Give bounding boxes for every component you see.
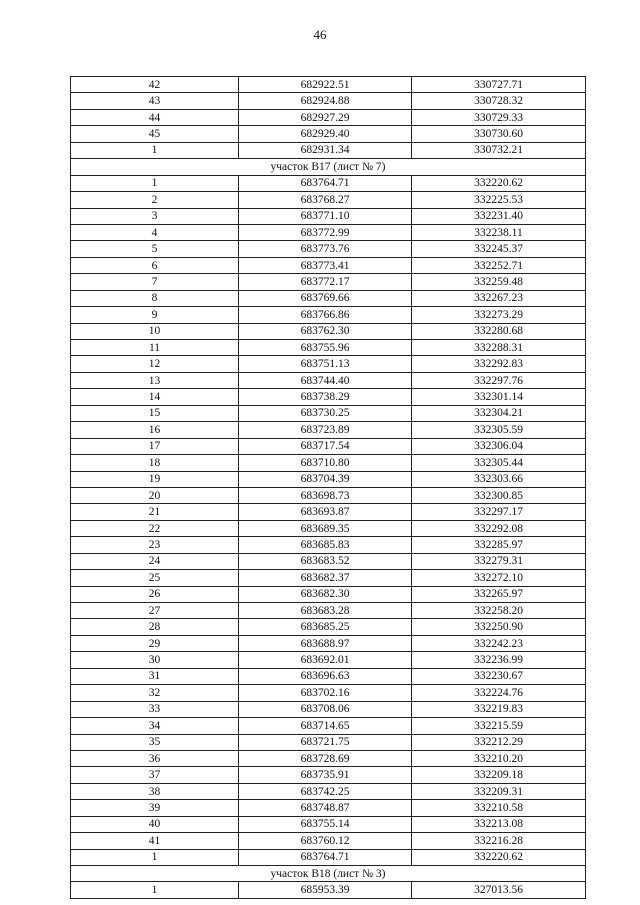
table-row: [71, 849, 586, 865]
y-coordinate-cell: 332305.59: [412, 422, 586, 438]
y-coordinate-cell: 330727.71: [412, 77, 586, 93]
point-number-cell: 22: [71, 520, 239, 536]
table-row: [71, 274, 586, 290]
table-row: [71, 520, 586, 536]
point-number-cell: 2: [71, 192, 239, 208]
table-row: [71, 668, 586, 684]
x-coordinate-cell: 683744.40: [239, 372, 412, 388]
x-coordinate-cell: 683698.73: [239, 487, 412, 503]
y-coordinate-cell: 332273.29: [412, 307, 586, 323]
x-coordinate-cell: 682927.29: [239, 109, 412, 125]
table-row: [71, 241, 586, 257]
table-row: [71, 603, 586, 619]
y-coordinate-cell: 332213.08: [412, 816, 586, 832]
y-coordinate-cell: 332224.76: [412, 685, 586, 701]
table-row: [71, 570, 586, 586]
point-number-cell: 26: [71, 586, 239, 602]
y-coordinate-cell: 332303.66: [412, 471, 586, 487]
page-number: 46: [313, 27, 327, 42]
point-number-cell: 39: [71, 800, 239, 816]
point-number-cell: 10: [71, 323, 239, 339]
point-number-cell: 38: [71, 783, 239, 799]
y-coordinate-cell: 332252.71: [412, 257, 586, 273]
y-coordinate-cell: 330730.60: [412, 126, 586, 142]
y-coordinate-cell: 332212.29: [412, 734, 586, 750]
x-coordinate-cell: 683702.16: [239, 685, 412, 701]
table-row: [71, 487, 586, 503]
y-coordinate-cell: 332280.68: [412, 323, 586, 339]
y-coordinate-cell: 332292.83: [412, 356, 586, 372]
y-coordinate-cell: 332288.31: [412, 340, 586, 356]
y-coordinate-cell: 332272.10: [412, 570, 586, 586]
table-row: [71, 635, 586, 651]
x-coordinate-cell: 682931.34: [239, 142, 412, 158]
table-row: [71, 438, 586, 454]
x-coordinate-cell: 683682.30: [239, 586, 412, 602]
table-row: [71, 290, 586, 306]
x-coordinate-cell: 685953.39: [239, 882, 412, 898]
point-number-cell: 34: [71, 718, 239, 734]
x-coordinate-cell: 683730.25: [239, 405, 412, 421]
x-coordinate-cell: 683764.71: [239, 175, 412, 191]
y-coordinate-cell: 332209.31: [412, 783, 586, 799]
x-coordinate-cell: 683773.41: [239, 257, 412, 273]
x-coordinate-cell: 683710.80: [239, 455, 412, 471]
y-coordinate-cell: 332236.99: [412, 652, 586, 668]
point-number-cell: 37: [71, 767, 239, 783]
y-coordinate-cell: 332238.11: [412, 224, 586, 240]
point-number-cell: 24: [71, 553, 239, 569]
coordinates-table-body: [71, 77, 586, 899]
point-number-cell: 1: [71, 175, 239, 191]
x-coordinate-cell: 683735.91: [239, 767, 412, 783]
table-row: [71, 833, 586, 849]
point-number-cell: 36: [71, 750, 239, 766]
y-coordinate-cell: 332219.83: [412, 701, 586, 717]
y-coordinate-cell: 332209.18: [412, 767, 586, 783]
y-coordinate-cell: 332301.14: [412, 389, 586, 405]
y-coordinate-cell: 332210.58: [412, 800, 586, 816]
section-header-row: [71, 866, 586, 882]
y-coordinate-cell: 332304.21: [412, 405, 586, 421]
y-coordinate-cell: 332279.31: [412, 553, 586, 569]
table-row: [71, 224, 586, 240]
point-number-cell: 13: [71, 372, 239, 388]
y-coordinate-cell: 332300.85: [412, 487, 586, 503]
point-number-cell: 5: [71, 241, 239, 257]
table-row: [71, 734, 586, 750]
point-number-cell: 45: [71, 126, 239, 142]
table-row: [71, 109, 586, 125]
point-number-cell: 16: [71, 422, 239, 438]
x-coordinate-cell: 683688.97: [239, 635, 412, 651]
x-coordinate-cell: 683768.27: [239, 192, 412, 208]
table-row: [71, 307, 586, 323]
point-number-cell: 8: [71, 290, 239, 306]
x-coordinate-cell: 683721.75: [239, 734, 412, 750]
table-row: [71, 389, 586, 405]
y-coordinate-cell: 330729.33: [412, 109, 586, 125]
x-coordinate-cell: 683772.99: [239, 224, 412, 240]
table-row: [71, 767, 586, 783]
x-coordinate-cell: 683760.12: [239, 833, 412, 849]
point-number-cell: 40: [71, 816, 239, 832]
point-number-cell: 35: [71, 734, 239, 750]
y-coordinate-cell: 332297.76: [412, 372, 586, 388]
table-row: [71, 701, 586, 717]
y-coordinate-cell: 332216.28: [412, 833, 586, 849]
table-row: [71, 142, 586, 158]
point-number-cell: 12: [71, 356, 239, 372]
table-row: [71, 816, 586, 832]
y-coordinate-cell: 332250.90: [412, 619, 586, 635]
table-row: [71, 718, 586, 734]
x-coordinate-cell: 682922.51: [239, 77, 412, 93]
section-title: участок В17 (лист № 7): [71, 159, 586, 175]
y-coordinate-cell: 332292.08: [412, 520, 586, 536]
y-coordinate-cell: 332265.97: [412, 586, 586, 602]
point-number-cell: 1: [71, 142, 239, 158]
point-number-cell: 19: [71, 471, 239, 487]
x-coordinate-cell: 683769.66: [239, 290, 412, 306]
y-coordinate-cell: 332267.23: [412, 290, 586, 306]
table-row: [71, 257, 586, 273]
y-coordinate-cell: 332225.53: [412, 192, 586, 208]
point-number-cell: 14: [71, 389, 239, 405]
x-coordinate-cell: 682924.88: [239, 93, 412, 109]
y-coordinate-cell: 332215.59: [412, 718, 586, 734]
table-row: [71, 93, 586, 109]
x-coordinate-cell: 683764.71: [239, 849, 412, 865]
x-coordinate-cell: 683685.83: [239, 537, 412, 553]
table-row: [71, 422, 586, 438]
x-coordinate-cell: 683738.29: [239, 389, 412, 405]
x-coordinate-cell: 683683.28: [239, 603, 412, 619]
point-number-cell: 4: [71, 224, 239, 240]
table-row: [71, 652, 586, 668]
x-coordinate-cell: 683728.69: [239, 750, 412, 766]
x-coordinate-cell: 683772.17: [239, 274, 412, 290]
x-coordinate-cell: 683692.01: [239, 652, 412, 668]
point-number-cell: 27: [71, 603, 239, 619]
point-number-cell: 29: [71, 635, 239, 651]
point-number-cell: 32: [71, 685, 239, 701]
table-row: [71, 208, 586, 224]
table-row: [71, 537, 586, 553]
y-coordinate-cell: 332220.62: [412, 175, 586, 191]
x-coordinate-cell: 683708.06: [239, 701, 412, 717]
x-coordinate-cell: 683773.76: [239, 241, 412, 257]
table-row: [71, 504, 586, 520]
y-coordinate-cell: 330728.32: [412, 93, 586, 109]
point-number-cell: 25: [71, 570, 239, 586]
x-coordinate-cell: 683755.14: [239, 816, 412, 832]
table-row: [71, 455, 586, 471]
y-coordinate-cell: 332305.44: [412, 455, 586, 471]
x-coordinate-cell: 683693.87: [239, 504, 412, 520]
y-coordinate-cell: 332245.37: [412, 241, 586, 257]
table-row: [71, 783, 586, 799]
table-row: [71, 800, 586, 816]
point-number-cell: 44: [71, 109, 239, 125]
table-row: [71, 750, 586, 766]
y-coordinate-cell: 332230.67: [412, 668, 586, 684]
x-coordinate-cell: 683683.52: [239, 553, 412, 569]
x-coordinate-cell: 683685.25: [239, 619, 412, 635]
table-row: [71, 619, 586, 635]
point-number-cell: 20: [71, 487, 239, 503]
point-number-cell: 6: [71, 257, 239, 273]
table-row: [71, 192, 586, 208]
x-coordinate-cell: 683751.13: [239, 356, 412, 372]
point-number-cell: 3: [71, 208, 239, 224]
point-number-cell: 7: [71, 274, 239, 290]
table-row: [71, 586, 586, 602]
section-header-row: [71, 159, 586, 175]
point-number-cell: 30: [71, 652, 239, 668]
y-coordinate-cell: 330732.21: [412, 142, 586, 158]
x-coordinate-cell: 683717.54: [239, 438, 412, 454]
y-coordinate-cell: 327013.56: [412, 882, 586, 898]
y-coordinate-cell: 332297.17: [412, 504, 586, 520]
coordinates-table: [70, 76, 586, 899]
x-coordinate-cell: 683682.37: [239, 570, 412, 586]
table-row: [71, 175, 586, 191]
y-coordinate-cell: 332306.04: [412, 438, 586, 454]
point-number-cell: 42: [71, 77, 239, 93]
x-coordinate-cell: 683704.39: [239, 471, 412, 487]
point-number-cell: 43: [71, 93, 239, 109]
x-coordinate-cell: 683714.65: [239, 718, 412, 734]
point-number-cell: 11: [71, 340, 239, 356]
x-coordinate-cell: 683766.86: [239, 307, 412, 323]
table-row: [71, 471, 586, 487]
table-row: [71, 356, 586, 372]
point-number-cell: 41: [71, 833, 239, 849]
point-number-cell: 23: [71, 537, 239, 553]
table-row: [71, 372, 586, 388]
x-coordinate-cell: 683771.10: [239, 208, 412, 224]
table-row: [71, 323, 586, 339]
point-number-cell: 1: [71, 882, 239, 898]
table-row: [71, 882, 586, 898]
point-number-cell: 9: [71, 307, 239, 323]
y-coordinate-cell: 332242.23: [412, 635, 586, 651]
table-row: [71, 340, 586, 356]
point-number-cell: 1: [71, 849, 239, 865]
point-number-cell: 15: [71, 405, 239, 421]
y-coordinate-cell: 332210.20: [412, 750, 586, 766]
table-row: [71, 405, 586, 421]
x-coordinate-cell: 683755.96: [239, 340, 412, 356]
point-number-cell: 33: [71, 701, 239, 717]
y-coordinate-cell: 332258.20: [412, 603, 586, 619]
x-coordinate-cell: 682929.40: [239, 126, 412, 142]
point-number-cell: 21: [71, 504, 239, 520]
y-coordinate-cell: 332285.97: [412, 537, 586, 553]
point-number-cell: 28: [71, 619, 239, 635]
x-coordinate-cell: 683762.30: [239, 323, 412, 339]
y-coordinate-cell: 332231.40: [412, 208, 586, 224]
x-coordinate-cell: 683696.63: [239, 668, 412, 684]
x-coordinate-cell: 683742.25: [239, 783, 412, 799]
table-row: [71, 126, 586, 142]
y-coordinate-cell: 332220.62: [412, 849, 586, 865]
point-number-cell: 17: [71, 438, 239, 454]
y-coordinate-cell: 332259.48: [412, 274, 586, 290]
point-number-cell: 18: [71, 455, 239, 471]
section-title: участок В18 (лист № 3): [71, 866, 586, 882]
x-coordinate-cell: 683689.35: [239, 520, 412, 536]
x-coordinate-cell: 683748.87: [239, 800, 412, 816]
table-row: [71, 685, 586, 701]
table-row: [71, 553, 586, 569]
point-number-cell: 31: [71, 668, 239, 684]
x-coordinate-cell: 683723.89: [239, 422, 412, 438]
table-row: [71, 77, 586, 93]
